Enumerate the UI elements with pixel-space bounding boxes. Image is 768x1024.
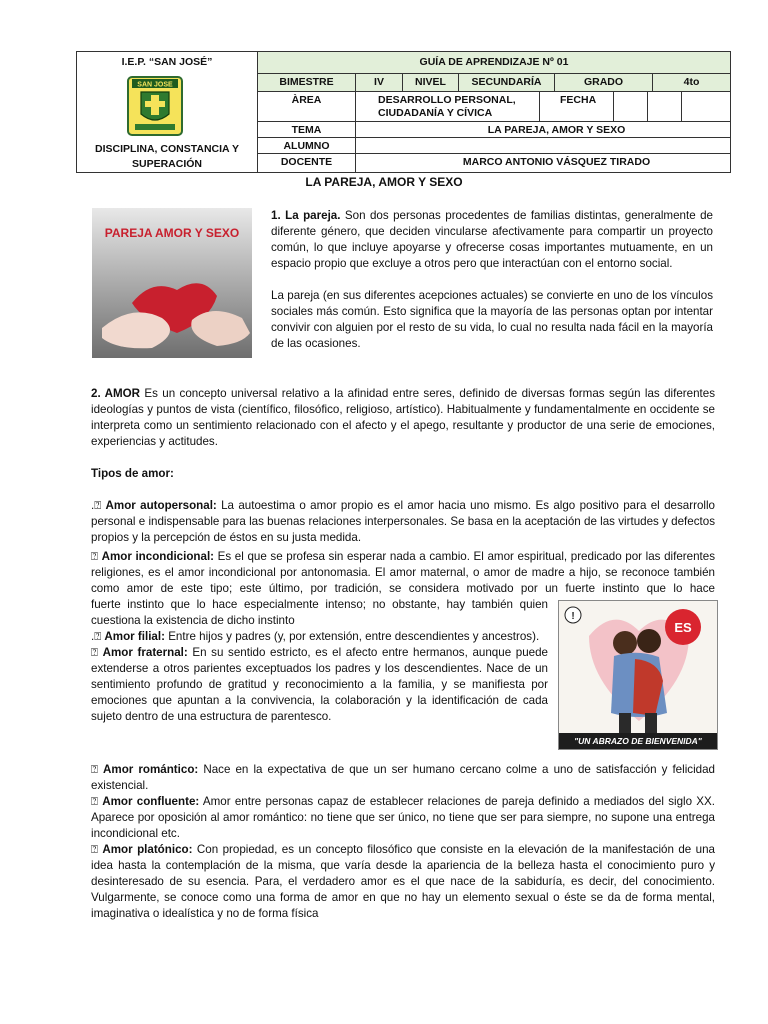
area-row [258, 92, 730, 122]
school-block [77, 52, 258, 172]
tipo-platonico: ⍰ Amor platónico: Con propiedad, es un concepto filosófico que consiste en la elevación de la manifestación de una idea hasta la contemplación de la misma, que varía desde la apariencia de la belleza hasta el conocimiento puro y desinteresado de su esencia. Para, el verdadero amor es el que nace de la sabiduría, es decir, del conocimiento. Vulgarmente, se conoce como una forma de amor en que no hay un elemento sexual o éste se da de forma mental, imaginativa o idealística y no de forma física [91, 843, 715, 920]
image1-caption: PAREJA AMOR Y SEXO [104, 226, 240, 240]
tema-value: LA PAREJA, AMOR Y SEXO [487, 124, 626, 136]
bimestre-value: IV [356, 74, 403, 91]
alumno-label: ALUMNO [258, 138, 356, 153]
pareja-heading: 1. La pareja. [271, 209, 341, 222]
docente-label: DOCENTE [258, 154, 356, 172]
tipo-incondicional: ⍰ Amor incondicional: Es el que se profesa sin esperar nada a cambio. El amor espiritual, predicado por las diferentes religiones, es el amor incondicional por antonomasia. El amor maternal, o amor de madre a hijo, se reconoce también como amor de este tipo; este último, por tradición, se considera motivado por un fuerte instinto que lo hace [91, 550, 715, 595]
tipos-list-top [91, 498, 715, 546]
tipos-list-bottom [91, 762, 715, 922]
guide-info [258, 52, 730, 172]
docente-row [258, 154, 730, 172]
bimestre-label: BIMESTRE [258, 74, 356, 91]
header-table [76, 51, 731, 173]
alumno-field[interactable] [356, 138, 730, 153]
tipo-filial: .⍰ Amor filial: Entre hijos y padres (y, por extensión, entre descendientes y ancestros). [91, 630, 540, 643]
tipo-autopersonal: .⍰ Amor autopersonal: La autoestima o amor propio es el amor hacia uno mismo. Es algo positivo para el desarrollo personal e indispensable para las buenas relaciones interpersonales. Se basa en la aceptación de las virtudes y defectos propios y la percepción de éstos en su justa medida. [91, 499, 715, 544]
area-label: ÀREA [258, 92, 356, 121]
tema-label: TEMA [258, 122, 356, 137]
tipo-confluente: ⍰ Amor confluente: Amor entre personas capaz de establecer relaciones de pareja definido a mediados del siglo XX. Aparece por oposición al amor romántico: no tiene que ser único, no tiene que ser para siempre, no supone una entrega incondicional etc. [91, 795, 715, 840]
nivel-label: NIVEL [403, 74, 459, 91]
nivel-value: SECUNDARÍA [459, 74, 555, 91]
crest-text: SAN JOSE [137, 81, 173, 89]
tema-row [258, 122, 730, 138]
school-name: I.E.P. “SAN JOSÉ” [121, 56, 213, 68]
grado-value: 4to [683, 76, 700, 88]
amor-heading: 2. AMOR [91, 387, 141, 400]
docente-value: MARCO ANTONIO VÁSQUEZ TIRADO [462, 156, 651, 168]
badge-text: ES [674, 620, 692, 635]
svg-text:!: ! [571, 611, 575, 622]
page-title: LA PAREJA, AMOR Y SEXO [305, 175, 463, 189]
section-amor [91, 386, 715, 482]
guide-title: GUÍA DE APRENDIZAJE Nº 01 [419, 56, 569, 68]
bimestre-row [258, 74, 730, 92]
tipo-incondicional-top [91, 549, 715, 597]
couple-hug-icon [559, 601, 718, 750]
grado-label: GRADO [555, 74, 653, 91]
tipos-heading: Tipos de amor: [91, 467, 174, 480]
couple-hug-image [558, 600, 718, 750]
school-motto: DISCIPLINA, CONSTANCIA Y SUPERACIÓN [95, 143, 239, 170]
heart-hands-image [92, 208, 252, 358]
fecha-year[interactable] [682, 92, 730, 121]
tipo-fraternal: ⍰ Amor fraternal: En su sentido estricto, es el afecto entre hermanos, aunque puede extenderse a otros parientes exceptuados los padres y los descendientes. Nace de un sentimiento profundo de gratitud y reconocimiento a la familia, y se manifiesta por emociones que apuntan a la convivencia, la colaboración y la identificación de cada sujeto dentro de una estructura de parentesco. [91, 646, 549, 723]
alumno-row [258, 138, 730, 154]
section-pareja [271, 208, 713, 352]
tipo-incondicional-end: fuerte instinto que lo hace especialmente intenso; no obstante, hay también quien cuestiona la existencia de dicho instinto [91, 598, 548, 627]
fecha-month[interactable] [648, 92, 682, 121]
guide-title-row [258, 52, 730, 74]
pareja-paragraph-2: La pareja (en sus diferentes acepciones actuales) se convierte en uno de los vínculos sociales más común. Esto significa que la mayoría de las personas optan por intentar convivir con alguien por el resto de su vida, lo cual no resulta nada fácil en la mayoría de las ocasiones. [271, 289, 713, 350]
tipos-list-left [91, 597, 548, 725]
fecha-day[interactable] [614, 92, 648, 121]
tipo-romantico: ⍰ Amor romántico: Nace en la expectativa de que un ser humano cercano colme a uno de satisfacción y felicidad existencial. [91, 763, 715, 792]
pareja-paragraph: 1. La pareja. Son dos personas procedentes de familias distintas, generalmente de diferente género, que deciden vincularse afectivamente para compartir un proyecto común, lo que incluye apoyarse y ofrecerse cosas importantes mutuamente, en un espacio propio que excluye a otros pero que interactúan con el entorno social. [271, 209, 713, 270]
fecha-label: FECHA [540, 92, 614, 121]
amor-paragraph: 2. AMOR Es un concepto universal relativo a la afinidad entre seres, definido de diversas formas según las diferentes ideologías y puntos de vista (científico, filosófico, religioso, artístico). Habitualmente y fundamentalmente en occidente se interpreta como un sentimiento relacionado con el afecto y el apego, resultante y productor de una serie de emociones, experiencias y actitudes. [91, 387, 715, 448]
school-crest-icon [127, 76, 183, 136]
area-value: DESARROLLO PERSONAL, CIUDADANÍA Y CÍVICA [356, 92, 540, 121]
image2-caption: "UN ABRAZO DE BIENVENIDA" [574, 736, 702, 746]
